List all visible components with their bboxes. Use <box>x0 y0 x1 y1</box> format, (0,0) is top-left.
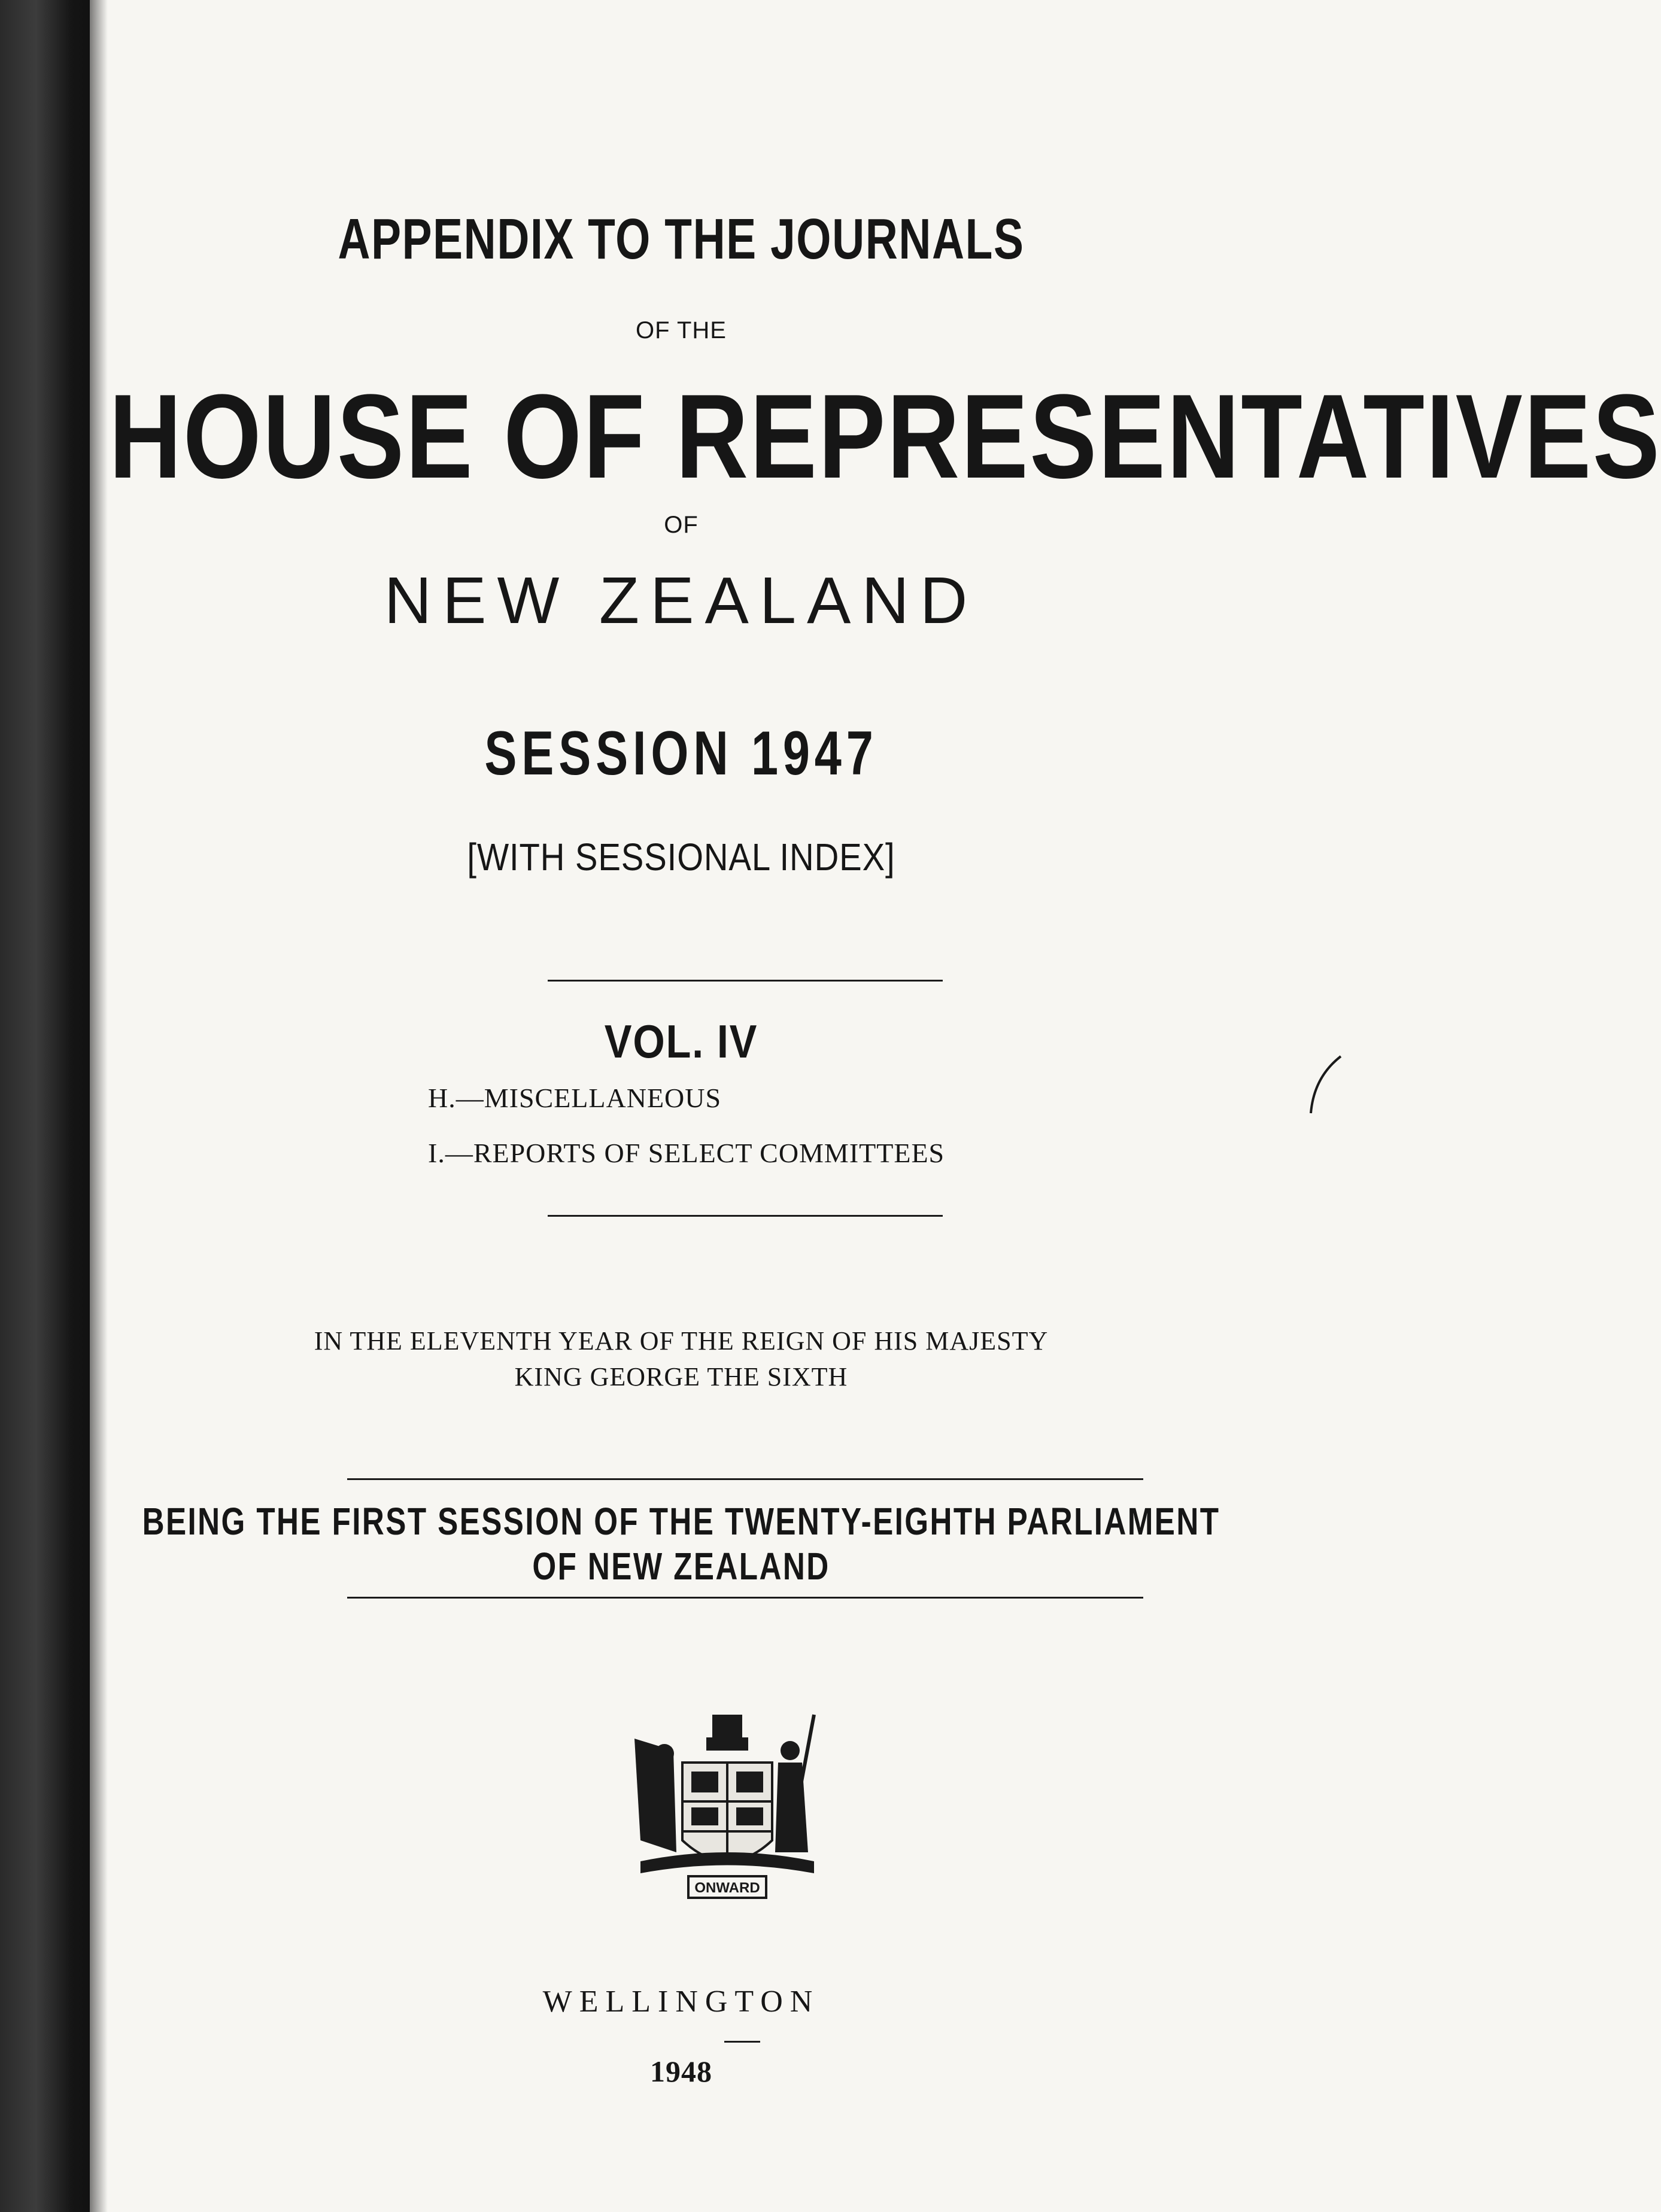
crest-motto: ONWARD <box>694 1880 760 1896</box>
contents-item: I.—REPORTS OF SELECT COMMITTEES <box>428 1138 945 1168</box>
reign-statement: KING GEORGE THE SIXTH <box>514 1362 848 1391</box>
divider-rule <box>548 1215 943 1217</box>
title-appendix: APPENDIX TO THE JOURNALS <box>338 207 1025 271</box>
volume-label: VOL. IV <box>604 1015 758 1068</box>
parliament-statement: OF NEW ZEALAND <box>532 1545 830 1588</box>
contents-item: H.—MISCELLANEOUS <box>428 1083 722 1113</box>
title-new-zealand: NEW ZEALAND <box>384 564 979 637</box>
divider-rule <box>347 1478 1143 1480</box>
pen-mark-icon <box>1308 1053 1344 1119</box>
title-house-of-representatives: HOUSE OF REPRESENTATIVES <box>109 370 1661 503</box>
divider-rule <box>347 1597 1143 1599</box>
divider-rule <box>548 980 943 982</box>
imprint-rule <box>724 2041 760 2043</box>
title-of: OF <box>664 512 699 538</box>
title-of-the: OF THE <box>636 317 727 344</box>
session-label: SESSION 1947 <box>484 719 878 788</box>
parliament-statement: BEING THE FIRST SESSION OF THE TWENTY-EIGHTH PARLIAMENT <box>142 1500 1220 1543</box>
reign-statement: IN THE ELEVENTH YEAR OF THE REIGN OF HIS MAJESTY <box>314 1326 1049 1356</box>
coat-of-arms-icon <box>617 1703 838 1906</box>
sessional-index-note: [WITH SESSIONAL INDEX] <box>467 835 895 879</box>
imprint-place: WELLINGTON <box>542 1985 820 2019</box>
imprint-year: 1948 <box>650 2055 712 2088</box>
